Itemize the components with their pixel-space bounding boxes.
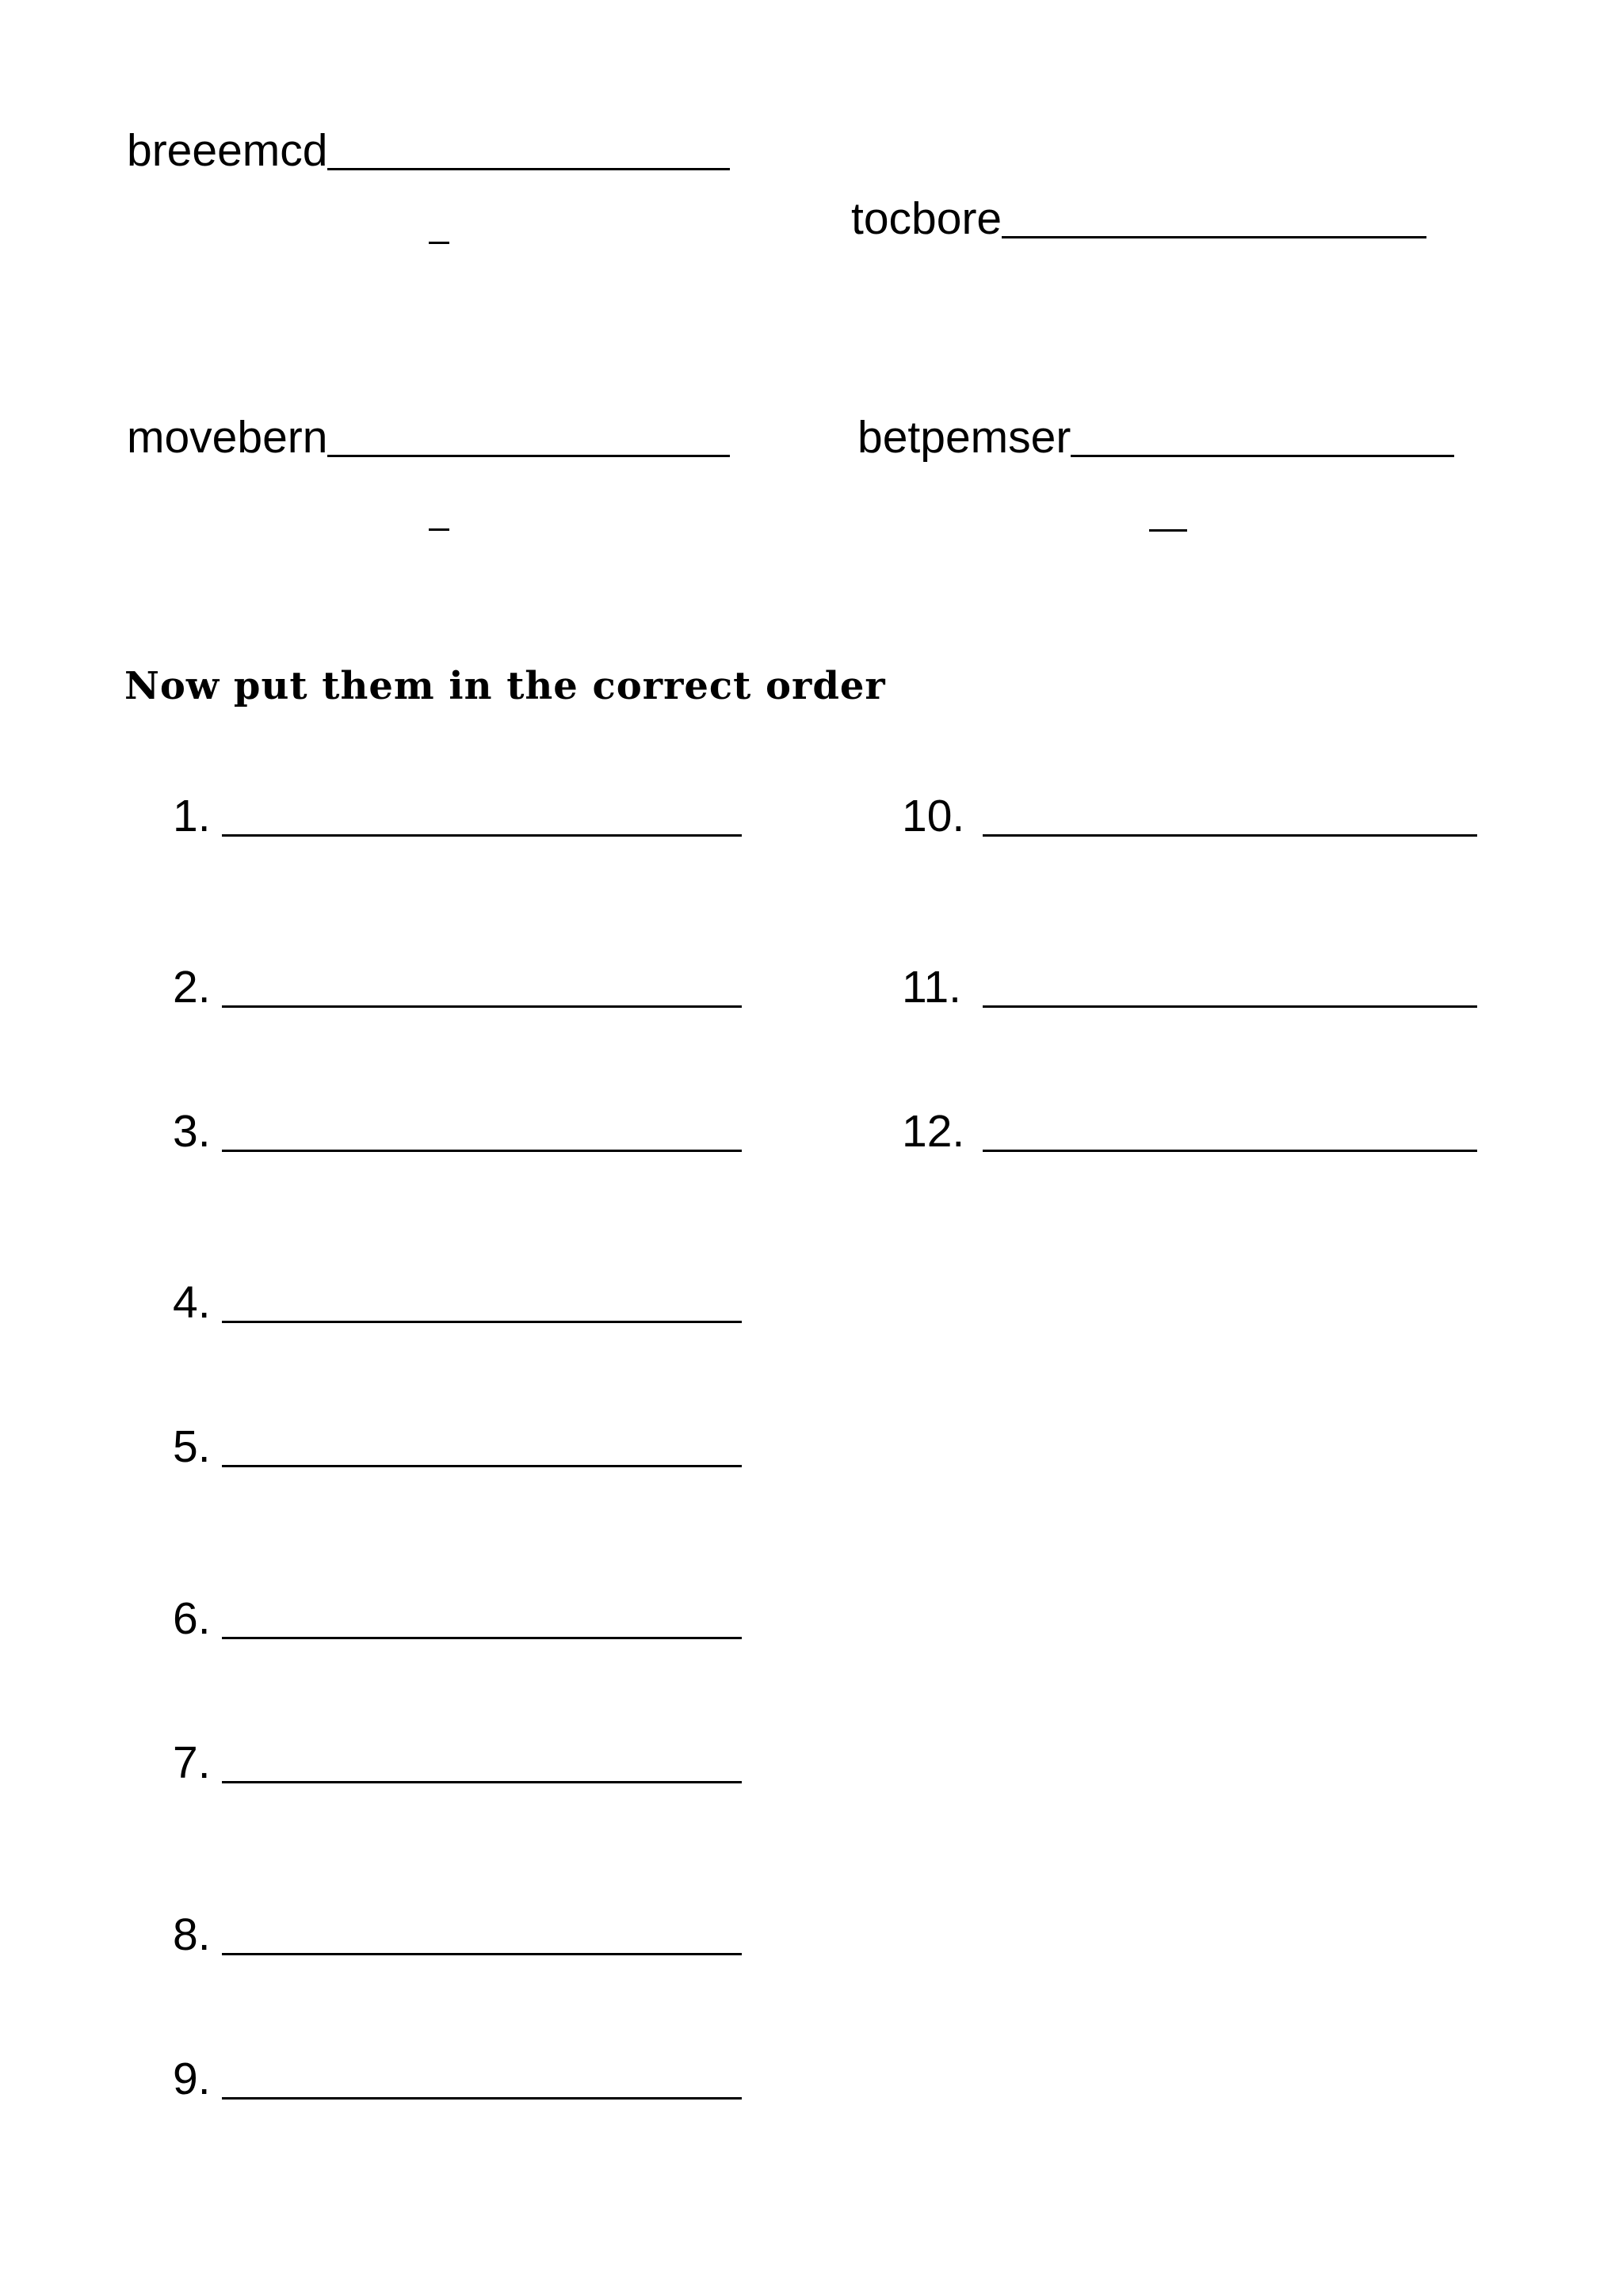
line-number: 4. xyxy=(173,1277,211,1328)
answer-field[interactable] xyxy=(222,1637,742,1639)
scrambled-word-4 xyxy=(857,412,1454,463)
line-number: 9. xyxy=(173,2054,211,2104)
answer-field[interactable] xyxy=(983,834,1477,837)
line-number: 10. xyxy=(902,791,965,841)
answer-line-8 xyxy=(173,1909,742,1960)
answer-field[interactable] xyxy=(222,1150,742,1152)
line-number: 8. xyxy=(173,1909,211,1960)
answer-blank[interactable] xyxy=(327,455,730,457)
answer-field[interactable] xyxy=(983,1005,1477,1008)
answer-field[interactable] xyxy=(983,1150,1477,1152)
scrambled-word-text: tocbore xyxy=(851,193,1002,244)
answer-line-12 xyxy=(902,1106,1477,1157)
answer-blank[interactable] xyxy=(1071,455,1454,457)
answer-blank[interactable] xyxy=(1002,236,1426,238)
scrambled-word-3 xyxy=(127,412,730,463)
blank-continuation xyxy=(429,242,449,244)
scrambled-word-2 xyxy=(851,193,1426,244)
answer-field[interactable] xyxy=(222,1781,742,1783)
answer-line-9 xyxy=(173,2054,742,2104)
answer-line-3 xyxy=(173,1106,742,1157)
answer-field[interactable] xyxy=(222,1005,742,1008)
line-number: 6. xyxy=(173,1593,211,1644)
scrambled-word-text: betpemser xyxy=(857,412,1071,463)
answer-line-2 xyxy=(173,962,742,1013)
answer-line-11 xyxy=(902,962,1477,1013)
scrambled-word-text: movebern xyxy=(127,412,328,463)
answer-field[interactable] xyxy=(222,2097,742,2100)
line-number: 5. xyxy=(173,1421,211,1472)
line-number: 7. xyxy=(173,1737,211,1788)
answer-line-1 xyxy=(173,791,742,841)
answer-field[interactable] xyxy=(222,1953,742,1955)
answer-line-5 xyxy=(173,1421,742,1472)
blank-continuation xyxy=(429,528,449,531)
line-number: 11. xyxy=(902,962,962,1013)
answer-line-7 xyxy=(173,1737,742,1788)
answer-field[interactable] xyxy=(222,1465,742,1467)
blank-continuation xyxy=(1149,529,1187,532)
answer-field[interactable] xyxy=(222,1321,742,1323)
line-number: 12. xyxy=(902,1106,965,1157)
answer-blank[interactable] xyxy=(327,168,730,170)
line-number: 2. xyxy=(173,962,211,1013)
scrambled-word-text: breeemcd xyxy=(127,125,328,176)
line-number: 1. xyxy=(173,791,211,841)
answer-line-6 xyxy=(173,1593,742,1644)
answer-line-4 xyxy=(173,1277,742,1328)
answer-field[interactable] xyxy=(222,834,742,837)
instruction-heading: Now put them in the correct order xyxy=(124,664,886,708)
answer-line-10 xyxy=(902,791,1477,841)
scrambled-word-1 xyxy=(127,125,730,176)
line-number: 3. xyxy=(173,1106,211,1157)
